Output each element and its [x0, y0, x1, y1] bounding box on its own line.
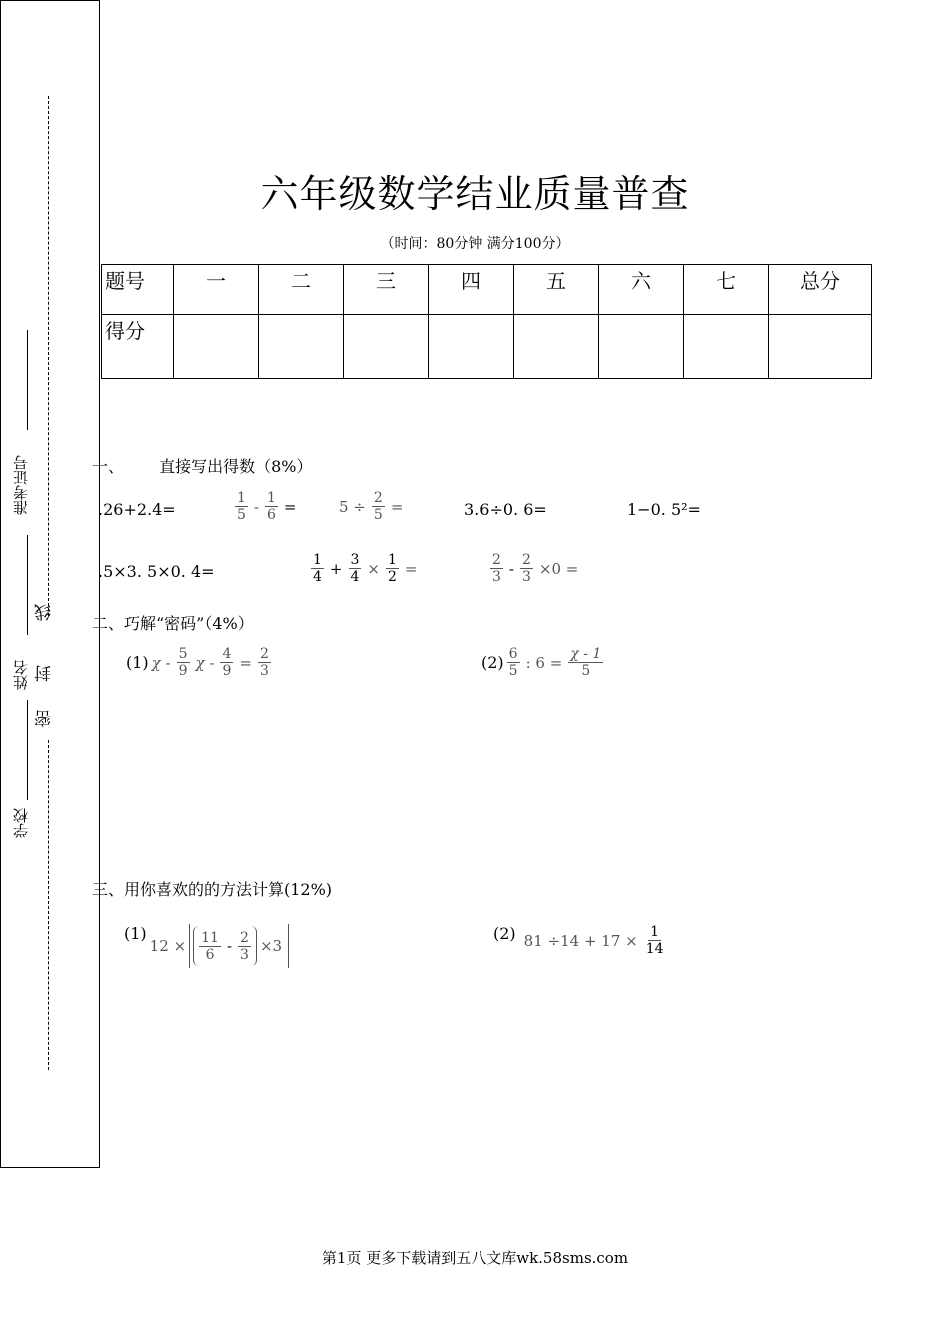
header-cell: 七 [684, 265, 769, 315]
problem-1: .26+2.4= [98, 500, 176, 519]
parentheses: $\frac{11}{6}$ - $\frac{2}{3}$ [193, 926, 257, 966]
fraction: $\frac{6}{5}$ [508, 646, 518, 679]
problem-7: $\frac{1}{4}$ + $\frac{3}{4}$ × $\frac{1}{2}$ = [313, 552, 418, 585]
section1-title: 直接写出得数（8%） [159, 457, 313, 476]
header-cell: 五 [514, 265, 599, 315]
score-cell[interactable] [344, 315, 429, 379]
underline-xuexiao [27, 700, 28, 800]
fraction: $\frac{1}{2}$ [388, 552, 397, 585]
fraction: $\frac{1}{6}$ [267, 490, 276, 523]
fraction: $\frac{2}{3}$ [259, 646, 269, 679]
label-xian: 线 [35, 604, 55, 621]
label-feng: 封 [35, 665, 55, 682]
fraction: $\frac{5}{9}$ [178, 646, 188, 679]
score-cell[interactable] [684, 315, 769, 379]
header-cell: 四 [429, 265, 514, 315]
page-title: 六年级数学结业质量普查 [260, 172, 690, 216]
problem-4: 3.6÷0. 6= [464, 500, 547, 519]
problem-6: .5×3. 5×0. 4= [98, 562, 215, 581]
label-mi: 密 [35, 710, 55, 727]
header-cell: 六 [599, 265, 684, 315]
equation-2: (2) $\frac{6}{5}$ : 6 = $\frac{\chi - 1}{5}$ [481, 646, 602, 679]
fraction: $\frac{1}{4}$ [313, 552, 322, 585]
calc-2: (2) 81 ÷14 + 17 × $\frac{1}{14}$ [493, 924, 664, 957]
label-xuexiao: 学校 [12, 808, 30, 838]
fraction: $\frac{1}{14}$ [645, 924, 664, 957]
fraction: $\frac{4}{9}$ [222, 646, 232, 679]
equation-1: (1) χ - $\frac{5}{9}$ χ - $\frac{4}{9}$ = $\frac{2}{3}$ [126, 646, 269, 679]
fraction: $\frac{2}{3}$ [522, 552, 531, 585]
page-footer: 第1页 更多下载请到五八文库wk.58sms.com [321, 1249, 629, 1267]
problem-8: $\frac{2}{3}$ - $\frac{2}{3}$ ×0 = [492, 552, 579, 585]
section3-heading: 三、用你喜欢的的方法计算(12%) [92, 880, 333, 899]
problem-5: 1−0. 5²= [627, 500, 701, 519]
square-brackets: $\frac{11}{6}$ - $\frac{2}{3}$ ×3 [189, 924, 289, 968]
score-cell[interactable] [429, 315, 514, 379]
score-cell[interactable] [259, 315, 344, 379]
score-cell[interactable] [174, 315, 259, 379]
problem-2: $\frac{1}{5}$ - $\frac{1}{6}$ = [237, 490, 297, 523]
score-cell[interactable] [514, 315, 599, 379]
score-table-score-row [102, 315, 872, 379]
section1-number: 一、 [92, 457, 125, 476]
fraction: $\frac{11}{6}$ [201, 929, 219, 963]
fraction: $\frac{2}{3}$ [492, 552, 501, 585]
calc-1: (1) 12 × $\frac{11}{6}$ - $\frac{2}{3}$ ×3 [124, 924, 289, 968]
section2-heading: 二、巧解“密码”（4%） [92, 614, 254, 633]
underline-zhunkaozheng [27, 330, 28, 430]
seal-line-lower [48, 740, 49, 1070]
score-cell[interactable] [599, 315, 684, 379]
score-table-header-row [102, 265, 872, 315]
header-cell: 二 [259, 265, 344, 315]
problem-3: 5 ÷ $\frac{2}{5}$ = [339, 490, 404, 523]
fraction: $\frac{\chi - 1}{5}$ [570, 646, 602, 679]
section1-heading [92, 454, 313, 477]
header-cell: 三 [344, 265, 429, 315]
row-label: 得分 [102, 315, 174, 379]
label-zhunkaozheng: 准考证号 [12, 455, 30, 515]
label-xingming: 姓名 [12, 660, 30, 690]
header-cell: 题号 [102, 265, 174, 315]
underline-xingming [27, 535, 28, 635]
fraction: $\frac{2}{5}$ [373, 490, 383, 523]
fraction: $\frac{2}{3}$ [240, 929, 249, 963]
exam-info: （时间：80分钟 满分100分） [380, 236, 570, 252]
header-cell: 一 [174, 265, 259, 315]
fraction: $\frac{1}{5}$ [237, 490, 246, 523]
score-table [101, 264, 872, 379]
header-cell: 总分 [769, 265, 872, 315]
fraction: $\frac{3}{4}$ [350, 552, 360, 585]
score-cell[interactable] [769, 315, 872, 379]
